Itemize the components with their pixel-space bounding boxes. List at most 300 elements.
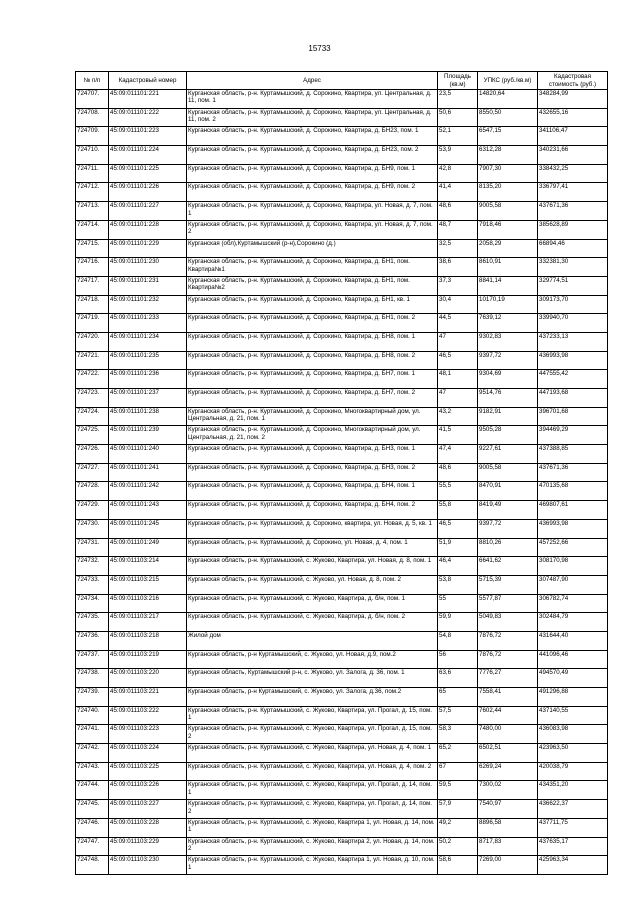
table-row (76, 351, 608, 370)
table-row (76, 762, 608, 781)
row-number-cell: 724726. (76, 445, 109, 464)
address-cell: Курганская область, р-н. Куртамышский, с. Жуково, Квартира, ул. Новая, д. 4, пом. 1 (187, 744, 438, 763)
table-row (76, 482, 608, 501)
address-cell: Курганская область, р-н. Куртамышский, д. Сорокино, Квартира, д. БН7, пом. 1 (187, 370, 438, 389)
cadastral-cost-cell: 436083,98 (538, 725, 608, 744)
cadastral-number-cell: 45:09:011101:237 (109, 389, 187, 408)
area-cell: 48,6 (438, 202, 478, 221)
row-number-cell: 724736. (76, 631, 109, 650)
address-cell: Курганская область, р-н. Куртамышский, с. Жуково, Квартира 2, ул. Новая, д. 14, пом. 2 (187, 837, 438, 856)
header-area: Площадь (кв.м) (438, 72, 478, 90)
upks-cell: 9227,61 (478, 445, 538, 464)
cadastral-cost-cell: 432655,16 (538, 108, 608, 127)
upks-cell: 7300,02 (478, 781, 538, 800)
cadastral-number-cell: 45:09:011103:219 (109, 650, 187, 669)
table-row (76, 631, 608, 650)
address-cell: Курганская (обл),Куртамышский (р-н),Сорокино (д.) (187, 239, 438, 258)
cadastral-cost-cell: 425963,34 (538, 856, 608, 875)
area-cell: 55,8 (438, 501, 478, 520)
area-cell: 57,9 (438, 800, 478, 819)
table-row (76, 781, 608, 800)
upks-cell: 9505,28 (478, 426, 538, 445)
area-cell: 48,6 (438, 463, 478, 482)
address-cell: Курганская область, р-н. Куртамышский, д. Сорокино, Многоквартирный дом, ул. Центральная, д. 21, пом. 2 (187, 426, 438, 445)
cadastral-number-cell: 45:09:011101:240 (109, 445, 187, 464)
upks-cell: 7876,72 (478, 631, 538, 650)
area-cell: 54,8 (438, 631, 478, 650)
cadastral-number-cell: 45:09:011101:245 (109, 519, 187, 538)
cadastral-cost-cell: 457252,66 (538, 538, 608, 557)
row-number-cell: 724710. (76, 146, 109, 165)
address-cell: Курганская область, р-н. Куртамышский, с. Жуково, Квартира, ул. Новая, д. 8, пом. 1 (187, 557, 438, 576)
table-row (76, 164, 608, 183)
cadastral-number-cell: 45:09:011103:218 (109, 631, 187, 650)
cadastral-cost-cell: 437635,17 (538, 837, 608, 856)
upks-cell: 2058,29 (478, 239, 538, 258)
row-number-cell: 724741. (76, 725, 109, 744)
row-number-cell: 724713. (76, 202, 109, 221)
row-number-cell: 724716. (76, 258, 109, 277)
table-row (76, 332, 608, 351)
table-row (76, 594, 608, 613)
cadastral-cost-cell: 434351,20 (538, 781, 608, 800)
upks-cell: 14820,64 (478, 90, 538, 109)
cadastral-cost-cell: 394469,29 (538, 426, 608, 445)
area-cell: 57,5 (438, 706, 478, 725)
address-cell: Курганская область, р-н Куртамышский, с. Жуково, ул. Залога, д.36, пом.2 (187, 688, 438, 707)
cadastral-cost-cell: 385628,89 (538, 220, 608, 239)
row-number-cell: 724709. (76, 127, 109, 146)
cadastral-number-cell: 45:09:011101:229 (109, 239, 187, 258)
cadastral-cost-cell: 309173,70 (538, 295, 608, 314)
row-number-cell: 724739. (76, 688, 109, 707)
area-cell: 42,8 (438, 164, 478, 183)
upks-cell: 7540,97 (478, 800, 538, 819)
row-number-cell: 724745. (76, 800, 109, 819)
address-cell: Курганская область, р-н. Куртамышский, д. Сорокино, Квартира, д. БН3, пом. 2 (187, 463, 438, 482)
header-cadastral-cost: Кадастровая стоимость (руб.) (538, 72, 608, 90)
address-cell: Курганская область, р-н. Куртамышский, с. Жуково, Квартира, ул. Прогал, д. 14, пом. 2 (187, 800, 438, 819)
row-number-cell: 724708. (76, 108, 109, 127)
upks-cell: 9005,58 (478, 463, 538, 482)
cadastral-cost-cell: 329774,51 (538, 276, 608, 295)
upks-cell: 7639,12 (478, 314, 538, 333)
cadastral-cost-cell: 332381,30 (538, 258, 608, 277)
cadastral-cost-cell: 447193,68 (538, 389, 608, 408)
upks-cell: 8841,14 (478, 276, 538, 295)
area-cell: 23,5 (438, 90, 478, 109)
area-cell: 41,5 (438, 426, 478, 445)
cadastral-number-cell: 45:09:011103:214 (109, 557, 187, 576)
table-row (76, 669, 608, 688)
cadastral-number-cell: 45:09:011101:249 (109, 538, 187, 557)
table-row (76, 575, 608, 594)
cadastral-number-cell: 45:09:011101:224 (109, 146, 187, 165)
upks-cell: 8470,91 (478, 482, 538, 501)
cadastral-number-cell: 45:09:011101:226 (109, 183, 187, 202)
address-cell: Курганская область, р-н. Куртамышский, с. Жуково, Квартира, ул. Прогал, д. 15, пом. 1 (187, 706, 438, 725)
cadastral-cost-cell: 494570,49 (538, 669, 608, 688)
area-cell: 55,5 (438, 482, 478, 501)
cadastral-number-cell: 45:09:011103:215 (109, 575, 187, 594)
row-number-cell: 724734. (76, 594, 109, 613)
row-number-cell: 724725. (76, 426, 109, 445)
address-cell: Курганская область, р-н. Куртамышский, д. Сорокино, Квартира, д. БН23, пом. 1 (187, 127, 438, 146)
cadastral-cost-cell: 308170,98 (538, 557, 608, 576)
row-number-cell: 724746. (76, 818, 109, 837)
cadastral-number-cell: 45:09:011103:224 (109, 744, 187, 763)
upks-cell: 8610,91 (478, 258, 538, 277)
address-cell: Курганская область, р-н. Куртамышский, д. Сорокино, Квартира, д. БН9, пом. 1 (187, 164, 438, 183)
area-cell: 65,2 (438, 744, 478, 763)
cadastral-number-cell: 45:09:011103:227 (109, 800, 187, 819)
upks-cell: 7269,00 (478, 856, 538, 875)
address-cell: Курганская область, р-н. Куртамышский, д. Сорокино, Квартира, д. БН23, пом. 2 (187, 146, 438, 165)
address-cell: Курганская область, р-н Куртамышский, с. Жуково, ул. Новая, д.9, пом.2 (187, 650, 438, 669)
area-cell: 43,2 (438, 407, 478, 426)
cadastral-number-cell: 45:09:011101:223 (109, 127, 187, 146)
cadastral-cost-cell: 396701,68 (538, 407, 608, 426)
area-cell: 55 (438, 594, 478, 613)
row-number-cell: 724724. (76, 407, 109, 426)
table-row (76, 650, 608, 669)
area-cell: 50,2 (438, 837, 478, 856)
cadastral-cost-cell: 437388,85 (538, 445, 608, 464)
cadastral-number-cell: 45:09:011101:238 (109, 407, 187, 426)
table-row (76, 426, 608, 445)
header-upks: УПКС (руб./кв.м) (478, 72, 538, 90)
area-cell: 48,1 (438, 370, 478, 389)
cadastral-number-cell: 45:09:011101:235 (109, 351, 187, 370)
address-cell: Жилой дом (187, 631, 438, 650)
upks-cell: 8135,20 (478, 183, 538, 202)
cadastral-number-cell: 45:09:011103:226 (109, 781, 187, 800)
area-cell: 32,5 (438, 239, 478, 258)
cadastral-cost-cell: 447555,42 (538, 370, 608, 389)
cadastral-cost-cell: 437140,55 (538, 706, 608, 725)
upks-cell: 10170,19 (478, 295, 538, 314)
cadastral-number-cell: 45:09:011101:225 (109, 164, 187, 183)
upks-cell: 8419,49 (478, 501, 538, 520)
address-cell: Курганская область, р-н. Куртамышский, д. Сорокино, Квартира, д. БН4, пом. 1 (187, 482, 438, 501)
address-cell: Курганская область, р-н. Куртамышский, с. Жуково, Квартира 1, ул. Новая, д. 10, пом. 1 (187, 856, 438, 875)
area-cell: 46,4 (438, 557, 478, 576)
cadastral-number-cell: 45:09:011101:243 (109, 501, 187, 520)
row-number-cell: 724743. (76, 762, 109, 781)
upks-cell: 6269,24 (478, 762, 538, 781)
cadastral-cost-cell: 437671,36 (538, 202, 608, 221)
area-cell: 47 (438, 332, 478, 351)
upks-cell: 9182,91 (478, 407, 538, 426)
cadastral-cost-cell: 441096,46 (538, 650, 608, 669)
upks-cell: 6641,62 (478, 557, 538, 576)
area-cell: 47 (438, 389, 478, 408)
upks-cell: 6547,15 (478, 127, 538, 146)
area-cell: 59,5 (438, 781, 478, 800)
area-cell: 47,4 (438, 445, 478, 464)
address-cell: Курганская область, р-н. Куртамышский, д. Сорокино, Многоквартирный дом, ул. Центральная, д. 21, пом. 1 (187, 407, 438, 426)
table-row (76, 407, 608, 426)
table-row (76, 519, 608, 538)
cadastral-number-cell: 45:09:011103:230 (109, 856, 187, 875)
row-number-cell: 724727. (76, 463, 109, 482)
cadastral-number-cell: 45:09:011103:228 (109, 818, 187, 837)
row-number-cell: 724730. (76, 519, 109, 538)
row-number-cell: 724712. (76, 183, 109, 202)
cadastral-cost-cell: 437671,36 (538, 463, 608, 482)
table-row (76, 90, 608, 109)
cadastral-number-cell: 45:09:011103:223 (109, 725, 187, 744)
cadastral-cost-cell: 436993,98 (538, 351, 608, 370)
area-cell: 58,3 (438, 725, 478, 744)
table-row (76, 725, 608, 744)
cadastral-cost-cell: 436622,37 (538, 800, 608, 819)
area-cell: 46,5 (438, 351, 478, 370)
cadastral-cost-cell: 339940,70 (538, 314, 608, 333)
address-cell: Курганская область, р-н. Куртамышский, с. Жуково, Квартира, ул. Новая, д. 4, пом. 2 (187, 762, 438, 781)
table-row (76, 613, 608, 632)
table-row (76, 837, 608, 856)
row-number-cell: 724740. (76, 706, 109, 725)
area-cell: 38,6 (438, 258, 478, 277)
address-cell: Курганская область, р-н. Куртамышский, с. Жуково, Квартира, д. б/н, пом. 1 (187, 594, 438, 613)
address-cell: Курганская область, р-н. Куртамышский, с. Жуково, Квартира, ул. Прогал, д. 15, пом. 2 (187, 725, 438, 744)
cadastral-cost-cell: 302484,79 (538, 613, 608, 632)
cadastral-number-cell: 45:09:011103:216 (109, 594, 187, 613)
area-cell: 53,8 (438, 575, 478, 594)
row-number-cell: 724744. (76, 781, 109, 800)
area-cell: 51,9 (438, 538, 478, 557)
cadastral-cost-cell: 66894,46 (538, 239, 608, 258)
upks-cell: 8896,58 (478, 818, 538, 837)
row-number-cell: 724715. (76, 239, 109, 258)
cadastral-number-cell: 45:09:011101:239 (109, 426, 187, 445)
row-number-cell: 724731. (76, 538, 109, 557)
table-row (76, 295, 608, 314)
cadastral-number-cell: 45:09:011101:232 (109, 295, 187, 314)
cadastral-number-cell: 45:09:011103:225 (109, 762, 187, 781)
cadastral-cost-cell: 341106,47 (538, 127, 608, 146)
header-cadastral-number: Кадастровый номер (109, 72, 187, 90)
address-cell: Курганская область, р-н. Куртамышский, д. Сорокино, Квартира, ул. Центральная, д. 11, пом. 1 (187, 90, 438, 109)
cadastral-cost-cell: 431644,40 (538, 631, 608, 650)
row-number-cell: 724720. (76, 332, 109, 351)
upks-cell: 6502,51 (478, 744, 538, 763)
cadastral-cost-cell: 338432,25 (538, 164, 608, 183)
upks-cell: 5715,39 (478, 575, 538, 594)
table-body (76, 90, 608, 875)
area-cell: 56 (438, 650, 478, 669)
cadastral-table (75, 71, 608, 875)
cadastral-number-cell: 45:09:011101:234 (109, 332, 187, 351)
area-cell: 30,4 (438, 295, 478, 314)
area-cell: 59,9 (438, 613, 478, 632)
cadastral-number-cell: 45:09:011101:227 (109, 202, 187, 221)
table-row (76, 108, 608, 127)
cadastral-cost-cell: 340231,66 (538, 146, 608, 165)
upks-cell: 7480,00 (478, 725, 538, 744)
cadastral-number-cell: 45:09:011103:217 (109, 613, 187, 632)
address-cell: Курганская область, р-н. Куртамышский, д. Сорокино, Квартира, ул. Центральная, д. 11, пом. 2 (187, 108, 438, 127)
table-row (76, 445, 608, 464)
row-number-cell: 724728. (76, 482, 109, 501)
area-cell: 65 (438, 688, 478, 707)
cadastral-number-cell: 45:09:011101:241 (109, 463, 187, 482)
upks-cell: 7907,30 (478, 164, 538, 183)
upks-cell: 9302,83 (478, 332, 538, 351)
table-row (76, 220, 608, 239)
address-cell: Курганская область, р-н. Куртамышский, д. Сорокино, Квартира, ул. Новая, д. 7, пом. 2 (187, 220, 438, 239)
area-cell: 49,2 (438, 818, 478, 837)
table-row (76, 856, 608, 875)
table-row (76, 239, 608, 258)
upks-cell: 6312,28 (478, 146, 538, 165)
header-num: № п/п (76, 72, 109, 90)
address-cell: Курганская область, р-н. Куртамышский, д. Сорокино, Квартира, д. БН1, кв. 1 (187, 295, 438, 314)
cadastral-number-cell: 45:09:011101:230 (109, 258, 187, 277)
address-cell: Курганская область, р-н. Куртамышский, д. Сорокино, ул. Новая, д. 4, пом. 1 (187, 538, 438, 557)
row-number-cell: 724717. (76, 276, 109, 295)
cadastral-cost-cell: 307487,90 (538, 575, 608, 594)
address-cell: Курганская область, р-н. Куртамышский, д. Сорокино, Квартира, д. БН1, пом. Квартира№2 (187, 276, 438, 295)
cadastral-number-cell: 45:09:011101:242 (109, 482, 187, 501)
cadastral-number-cell: 45:09:011101:233 (109, 314, 187, 333)
row-number-cell: 724719. (76, 314, 109, 333)
row-number-cell: 724733. (76, 575, 109, 594)
upks-cell: 7602,44 (478, 706, 538, 725)
area-cell: 50,6 (438, 108, 478, 127)
address-cell: Курганская область, р-н. Куртамышский, д. Сорокино, Квартира, д. БН1, пом. Квартира№1 (187, 258, 438, 277)
cadastral-cost-cell: 423963,50 (538, 744, 608, 763)
row-number-cell: 724742. (76, 744, 109, 763)
cadastral-number-cell: 45:09:011103:221 (109, 688, 187, 707)
address-cell: Курганская область, р-н. Куртамышский, д. Сорокино, Квартира, д. БН8, пом. 1 (187, 332, 438, 351)
upks-cell: 9304,69 (478, 370, 538, 389)
cadastral-cost-cell: 437233,13 (538, 332, 608, 351)
cadastral-cost-cell: 348284,99 (538, 90, 608, 109)
upks-cell: 7918,46 (478, 220, 538, 239)
cadastral-number-cell: 45:09:011101:221 (109, 90, 187, 109)
upks-cell: 8810,26 (478, 538, 538, 557)
address-cell: Курганская область, р-н. Куртамышский, д. Сорокино, Квартира, д. БН8, пом. 2 (187, 351, 438, 370)
cadastral-cost-cell: 436993,98 (538, 519, 608, 538)
area-cell: 44,5 (438, 314, 478, 333)
row-number-cell: 724707. (76, 90, 109, 109)
table-row (76, 202, 608, 221)
upks-cell: 5577,87 (478, 594, 538, 613)
address-cell: Курганская область, р-н. Куртамышский, с. Жуково, Квартира 1, ул. Новая, д. 14, пом. 1 (187, 818, 438, 837)
table-row (76, 127, 608, 146)
table-row (76, 183, 608, 202)
row-number-cell: 724711. (76, 164, 109, 183)
table-header-row (76, 72, 608, 90)
cadastral-number-cell: 45:09:011101:222 (109, 108, 187, 127)
address-cell: Курганская область, р-н. Куртамышский, д. Сорокино, Квартира, д. БН3, пом. 1 (187, 445, 438, 464)
upks-cell: 9397,72 (478, 351, 538, 370)
upks-cell: 7876,72 (478, 650, 538, 669)
row-number-cell: 724737. (76, 650, 109, 669)
area-cell: 52,1 (438, 127, 478, 146)
upks-cell: 8550,50 (478, 108, 538, 127)
address-cell: Курганская область, р-н. Куртамышский, д. Сорокино, Квартира, д. БН1, пом. 2 (187, 314, 438, 333)
address-cell: Курганская область, р-н. Куртамышский, с. Жуково, ул. Новая, д. 8, пом. 2 (187, 575, 438, 594)
table-row (76, 800, 608, 819)
table-row (76, 744, 608, 763)
cadastral-cost-cell: 420038,79 (538, 762, 608, 781)
row-number-cell: 724738. (76, 669, 109, 688)
cadastral-cost-cell: 306782,74 (538, 594, 608, 613)
page-number: 15733 (308, 44, 331, 53)
area-cell: 37,3 (438, 276, 478, 295)
table-row (76, 501, 608, 520)
table-row (76, 389, 608, 408)
address-cell: Курганская область, р-н. Куртамышский, д. Сорокино, Квартира, д. БН9, пом. 2 (187, 183, 438, 202)
address-cell: Курганская область, р-н. Куртамышский, д. Сорокино, Квартира, ул. Новая, д. 7, пом. 1 (187, 202, 438, 221)
cadastral-number-cell: 45:09:011101:228 (109, 220, 187, 239)
cadastral-number-cell: 45:09:011103:222 (109, 706, 187, 725)
row-number-cell: 724722. (76, 370, 109, 389)
table-row (76, 370, 608, 389)
upks-cell: 7558,41 (478, 688, 538, 707)
cadastral-number-cell: 45:09:011101:236 (109, 370, 187, 389)
table-row (76, 276, 608, 295)
area-cell: 46,5 (438, 519, 478, 538)
row-number-cell: 724732. (76, 557, 109, 576)
table-row (76, 818, 608, 837)
row-number-cell: 724735. (76, 613, 109, 632)
header-address: Адрес (187, 72, 438, 90)
address-cell: Курганская область, р-н. Куртамышский, д. Сорокино, Квартира, д. БН7, пом. 2 (187, 389, 438, 408)
row-number-cell: 724748. (76, 856, 109, 875)
row-number-cell: 724723. (76, 389, 109, 408)
table-row (76, 258, 608, 277)
table-row (76, 314, 608, 333)
row-number-cell: 724747. (76, 837, 109, 856)
cadastral-cost-cell: 437711,75 (538, 818, 608, 837)
area-cell: 63,6 (438, 669, 478, 688)
upks-cell: 9005,58 (478, 202, 538, 221)
row-number-cell: 724721. (76, 351, 109, 370)
area-cell: 41,4 (438, 183, 478, 202)
upks-cell: 9397,72 (478, 519, 538, 538)
area-cell: 58,6 (438, 856, 478, 875)
row-number-cell: 724729. (76, 501, 109, 520)
address-cell: Курганская область, р-н. Куртамышский, с. Жуково, Квартира, ул. Прогал, д. 14, пом. 1 (187, 781, 438, 800)
upks-cell: 5049,83 (478, 613, 538, 632)
cadastral-cost-cell: 336797,41 (538, 183, 608, 202)
address-cell: Курганская область, Куртамышский р-н, с. Жуково, ул. Залога, д. 36, пом. 1 (187, 669, 438, 688)
table-row (76, 538, 608, 557)
area-cell: 67 (438, 762, 478, 781)
address-cell: Курганская область, р-н. Куртамышский, д. Сорокино, квартира, ул. Новая, д. 5, кв. 1 (187, 519, 438, 538)
address-cell: Курганская область, р-н. Куртамышский, с. Жуково, Квартира, д. б/н, пом. 2 (187, 613, 438, 632)
upks-cell: 7776,27 (478, 669, 538, 688)
cadastral-number-cell: 45:09:011101:231 (109, 276, 187, 295)
area-cell: 48,7 (438, 220, 478, 239)
row-number-cell: 724718. (76, 295, 109, 314)
upks-cell: 9514,76 (478, 389, 538, 408)
cadastral-cost-cell: 470135,68 (538, 482, 608, 501)
row-number-cell: 724714. (76, 220, 109, 239)
cadastral-cost-cell: 491296,88 (538, 688, 608, 707)
cadastral-cost-cell: 469807,61 (538, 501, 608, 520)
table-row (76, 557, 608, 576)
table-row (76, 146, 608, 165)
table-row (76, 688, 608, 707)
upks-cell: 8717,83 (478, 837, 538, 856)
area-cell: 53,9 (438, 146, 478, 165)
table-row (76, 463, 608, 482)
